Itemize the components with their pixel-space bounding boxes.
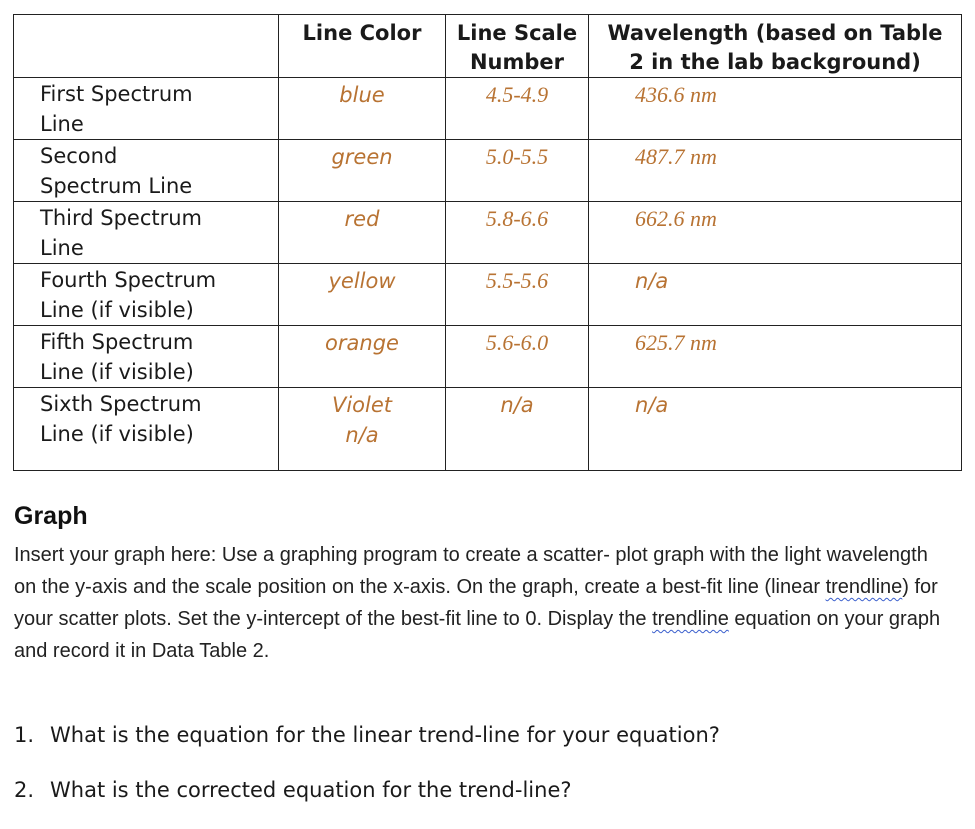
wavelength-cell[interactable]: 436.6 nm bbox=[589, 78, 962, 140]
header-line-scale-number: Line Scale Number bbox=[446, 15, 589, 78]
question-text[interactable]: What is the equation for the linear trend-line for your equation? bbox=[50, 723, 720, 747]
row-label: Second Spectrum Line bbox=[14, 140, 279, 202]
table-header-row bbox=[14, 15, 962, 78]
line-color-cell[interactable]: green bbox=[279, 140, 446, 202]
line-scale-cell[interactable]: 4.5-4.9 bbox=[446, 78, 589, 140]
question-number: 2. bbox=[14, 778, 35, 802]
line-scale-cell[interactable]: 5.0-5.5 bbox=[446, 140, 589, 202]
table-row bbox=[14, 202, 962, 264]
table-row bbox=[14, 326, 962, 388]
line-scale-cell[interactable]: n/a bbox=[446, 388, 589, 471]
row-label: Sixth Spectrum Line (if visible) bbox=[14, 388, 279, 471]
table-row bbox=[14, 388, 962, 471]
graph-heading: Graph bbox=[14, 502, 88, 530]
line-color-cell[interactable]: Violet n/a bbox=[279, 388, 446, 471]
header-wavelength: Wavelength (based on Table 2 in the lab background) bbox=[589, 15, 962, 78]
line-color-cell[interactable]: blue bbox=[279, 78, 446, 140]
table-row bbox=[14, 78, 962, 140]
line-color-cell[interactable]: yellow bbox=[279, 264, 446, 326]
header-line-color: Line Color bbox=[279, 15, 446, 78]
question-2 bbox=[14, 778, 572, 802]
line-scale-cell[interactable]: 5.5-5.6 bbox=[446, 264, 589, 326]
question-text[interactable]: What is the corrected equation for the trend-line? bbox=[50, 778, 572, 802]
line-color-cell[interactable]: orange bbox=[279, 326, 446, 388]
wavelength-cell[interactable]: n/a bbox=[589, 264, 962, 326]
row-label: First Spectrum Line bbox=[14, 78, 279, 140]
graph-instructions bbox=[14, 539, 954, 667]
row-label: Third Spectrum Line bbox=[14, 202, 279, 264]
wavelength-cell[interactable]: n/a bbox=[589, 388, 962, 471]
question-1 bbox=[14, 723, 720, 747]
spectrum-data-table bbox=[13, 14, 962, 471]
table-row bbox=[14, 264, 962, 326]
instructions-text: equation on your graph and record it in Data Table 2. bbox=[14, 608, 941, 662]
wavelength-cell[interactable]: 662.6 nm bbox=[589, 202, 962, 264]
row-label: Fifth Spectrum Line (if visible) bbox=[14, 326, 279, 388]
row-label: Fourth Spectrum Line (if visible) bbox=[14, 264, 279, 326]
wavelength-cell[interactable]: 625.7 nm bbox=[589, 326, 962, 388]
header-empty-cell bbox=[14, 15, 279, 78]
line-color-cell[interactable]: red bbox=[279, 202, 446, 264]
spellcheck-word[interactable]: trendline bbox=[652, 608, 729, 630]
instructions-text: Insert your graph here: Use a graphing program to create a scatter- plot graph with the light wavelength on the y-axis and the scale position on the x-axis. On the graph, create a best-fit line (linear bbox=[14, 544, 928, 598]
table-row bbox=[14, 140, 962, 202]
line-scale-cell[interactable]: 5.8-6.6 bbox=[446, 202, 589, 264]
spellcheck-word[interactable]: trendline bbox=[825, 576, 903, 598]
line-scale-cell[interactable]: 5.6-6.0 bbox=[446, 326, 589, 388]
wavelength-cell[interactable]: 487.7 nm bbox=[589, 140, 962, 202]
question-number: 1. bbox=[14, 723, 35, 747]
instructions-text: ) for your scatter plots. Set the y-intercept of the best-fit line to 0. Display the bbox=[14, 576, 938, 630]
